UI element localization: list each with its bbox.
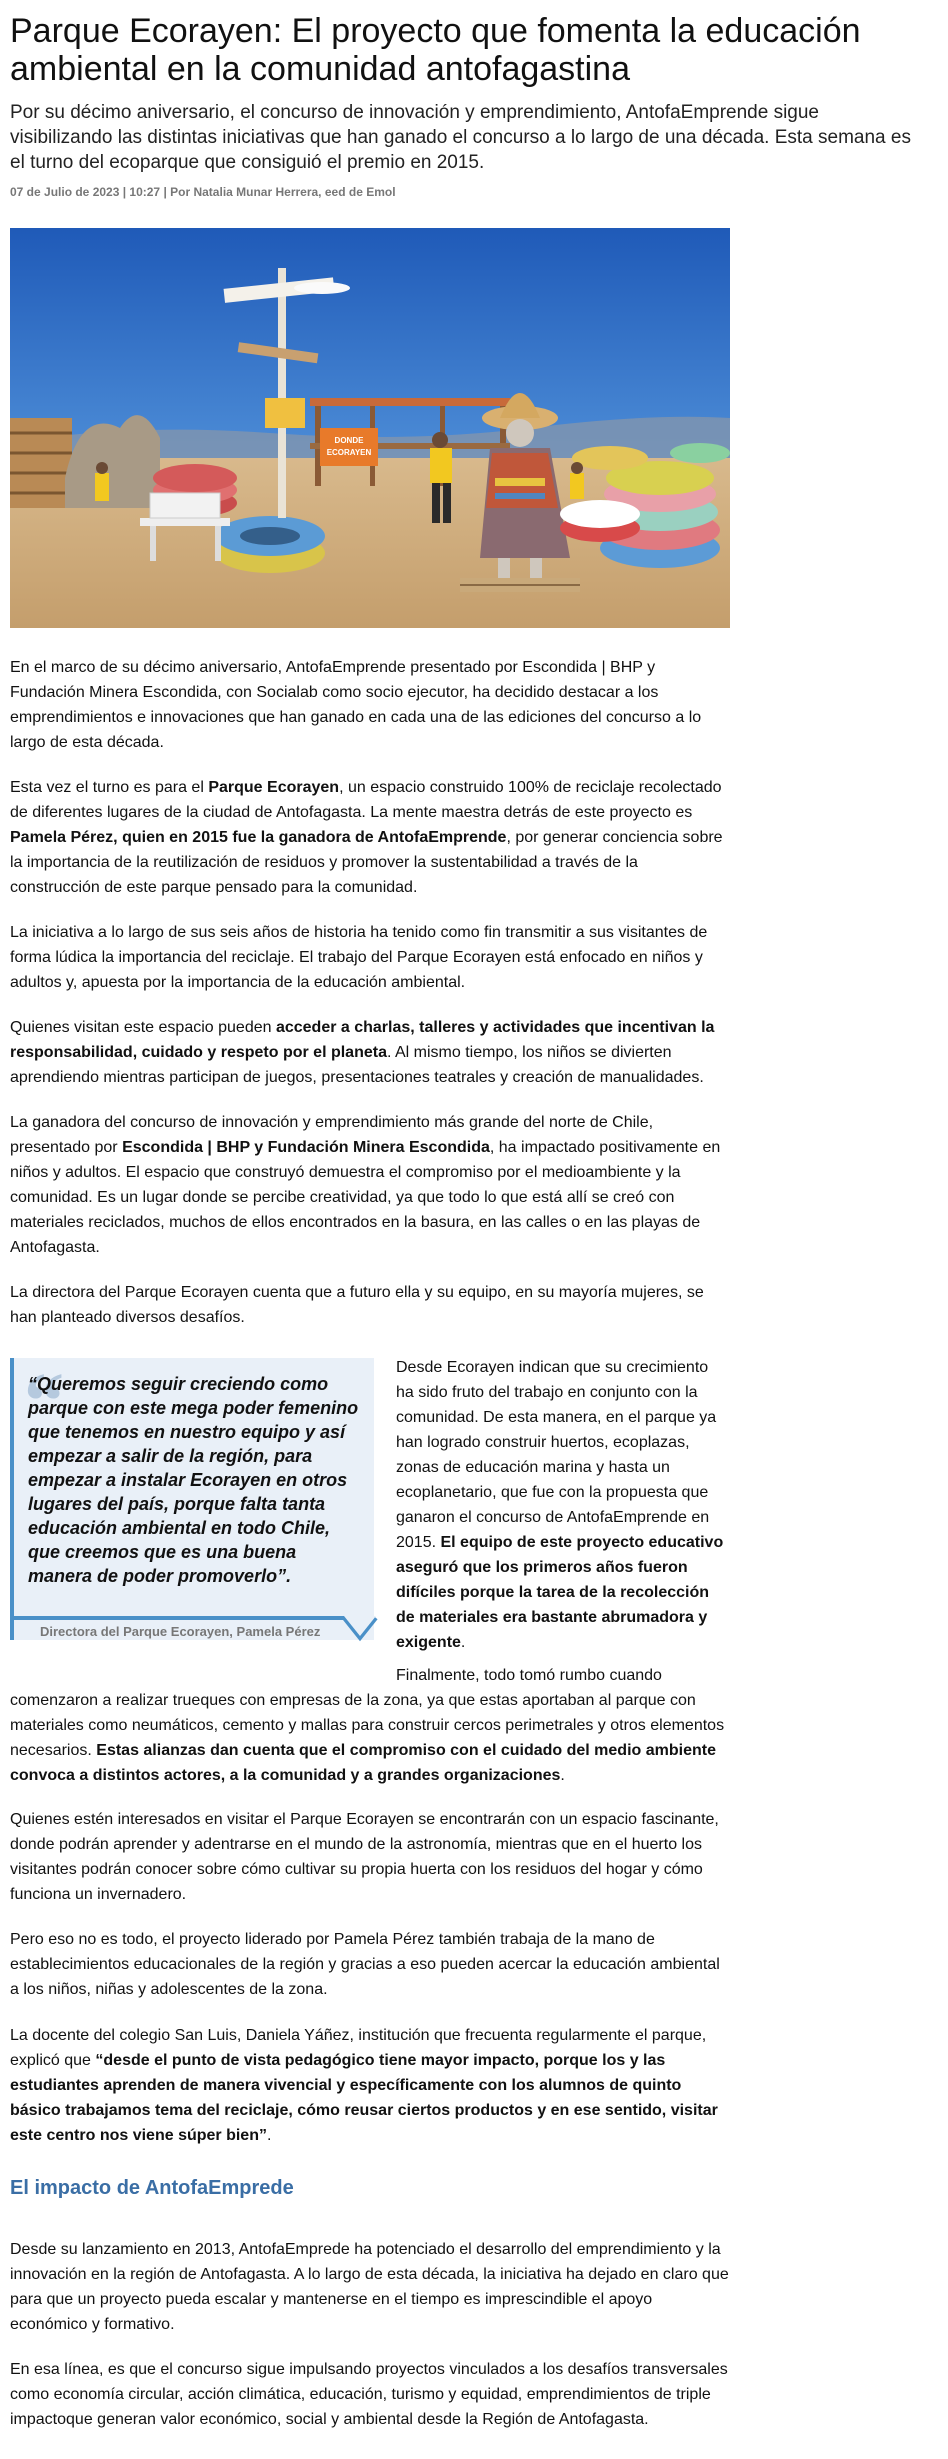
paragraph-7: [10, 1663, 730, 1788]
paragraph-6: La directora del Parque Ecorayen cuenta que a futuro ella y su equipo, en su mayoría mujeres, se han planteado diversos desafíos.: [10, 1284, 704, 1326]
paragraph-8: Quienes estén interesados en visitar el Parque Ecorayen se encontrarán con un espacio fascinante, donde podrán aprender y adentrarse en el mundo de la astronomía, mientras que en el huerto los visitantes podrán conocer sobre cómo cultivar su propia huerta con los residuos del hogar y cómo funciona un invernadero.: [10, 1811, 719, 1903]
paragraph-4-text-b: . Al mismo tiempo, los niños se divierten aprendiendo mientras participan de juegos, presentaciones teatrales y creación de manualidades.: [10, 1044, 704, 1086]
pull-quote: [10, 1358, 374, 1640]
pallet-stack: [10, 418, 72, 508]
paragraph-10-text-b: .: [266, 2127, 272, 2144]
paragraph-7-bold: Estas alianzas dan cuenta que el compromiso con el cuidado del medio ambiente convoca a distintos actores, a la comunidad y a grandes organizaciones: [10, 1742, 716, 1784]
paragraph-2-text-c: , por generar conciencia sobre la importancia de la reutilización de residuos y promover la sustentabilidad a través de la construcción de este parque pensado para la comunidad.: [10, 829, 723, 896]
article-title: Parque Ecorayen: El proyecto que fomenta la educación ambiental en la comunidad antofagastina: [10, 12, 861, 88]
paragraph-5-text-a: La ganadora del concurso de innovación y emprendimiento más grande del norte de Chile, presentado por: [10, 1114, 654, 1156]
paragraph-10-text-a: La docente del colegio San Luis, Daniela Yáñez, institución que frecuenta regularmente el parque, explicó que: [10, 2027, 707, 2069]
hero-illustration: [10, 228, 730, 628]
sign-line-1: DONDE: [334, 436, 364, 445]
paragraph-12: En esa línea, es que el concurso sigue impulsando proyectos vinculados a los desafíos transversales como economía circular, acción climática, educación, turismo y equidad, emprendimientos de triple impactoque generan valor económico, social y ambiental desde la Región de Antofagasta.: [10, 2361, 728, 2428]
pull-quote-cite: Directora del Parque Ecorayen, Pamela Pérez: [40, 1624, 321, 1639]
paragraph-2-text-a: Esta vez el turno es para el: [10, 779, 209, 796]
sign-line-2: ECORAYEN: [326, 448, 372, 457]
paragraph-2: [10, 775, 730, 900]
paragraph-7-text-a: Finalmente, todo tomó rumbo cuando comenzaron a realizar trueques con empresas de la zona, ya que estas aportaban al parque con materiales como neumáticos, cemento y mallas para construir cercos perimetrales y otros elementos necesarios.: [10, 1667, 725, 1759]
article-lead: Por su décimo aniversario, el concurso de innovación y emprendimiento, AntofaEmprende sigue visibilizando las distintas iniciativas que han ganado el concurso a lo largo de una década. Esta semana es el turno del ecoparque que consiguió el premio en 2015.: [10, 102, 911, 173]
side-paragraph-bold: El equipo de este proyecto educativo aseguró que los primeros años fueron difíciles porque la tarea de la recolección de materiales era bastante abrumadora y exigente: [396, 1534, 724, 1651]
paragraph-10-bold: “desde el punto de vista pedagógico tiene mayor impacto, porque los y las estudiantes aprenden de manera vivencial y específicamente con los alumnos de quinto básico trabajamos tema del reciclaje, cómo reusar ciertos productos y en ese sentido, visitar este centro nos viene súper bien”: [10, 2052, 718, 2144]
paragraph-2-bold-a: Parque Ecorayen: [208, 779, 340, 796]
paragraph-4: [10, 1015, 730, 1090]
paragraph-5-text-b: , ha impactado positivamente en niños y adultos. El espacio que construyó demuestra el compromiso por el medioambiente y la comunidad. Es un lugar donde se percibe creatividad, ya que todo lo que está allí se creó con materiales reciclados, muchos de ellos encontrados en la basura, en las calles o en las playas de Antofagasta.: [10, 1139, 721, 1256]
paragraph-10: [10, 2023, 730, 2148]
paragraph-4-bold: acceder a charlas, talleres y actividades que incentivan la responsabilidad, cuidado y respeto por el planeta: [10, 1019, 715, 1061]
paragraph-5-bold: Escondida | BHP y Fundación Minera Escondida: [122, 1139, 490, 1156]
paragraph-2-bold-b: Pamela Pérez, quien en 2015 fue la ganadora de AntofaEmprende: [10, 829, 507, 846]
side-paragraph-text-b: .: [460, 1634, 466, 1651]
side-paragraph: [396, 1355, 730, 1655]
hero-image: [10, 228, 730, 628]
pull-quote-text: “Queremos seguir creciendo como parque con este mega poder femenino que tenemos en nuestro equipo y así empezar a salir de la región, para empezar a instalar Ecorayen en otros lugares del país, porque falta tanta educación ambiental en todo Chile, que creemos que es una buena manera de poder promoverlo”.: [28, 1374, 359, 1586]
article-meta: 07 de Julio de 2023 | 10:27 | Por Natalia Munar Herrera, eed de Emol: [10, 185, 396, 199]
orange-sign: [320, 428, 378, 466]
paragraph-3: La iniciativa a lo largo de sus seis años de historia ha tenido como fin transmitir a sus visitantes de forma lúdica la importancia del reciclaje. El trabajo del Parque Ecorayen está enfocado en niños y adultos y, apuesta por la importancia de la educación ambiental.: [10, 924, 708, 991]
paragraph-4-text-a: Quienes visitan este espacio pueden: [10, 1019, 276, 1036]
quote-mark-icon: “: [24, 1358, 64, 1446]
paragraph-1: En el marco de su décimo aniversario, AntofaEmprende presentado por Escondida | BHP y Fundación Minera Escondida, con Socialab como socio ejecutor, ha decidido destacar a los emprendimientos e innovaciones que han ganado en cada una de las ediciones del concurso a lo largo de esta década.: [10, 659, 702, 751]
section-heading: El impacto de AntofaEmprede: [10, 2177, 294, 2199]
paragraph-9: Pero eso no es todo, el proyecto liderado por Pamela Pérez también trabaja de la mano de establecimientos educacionales de la región y gracias a eso pueden acercar la educación ambiental a los niños, niñas y adolescentes de la zona.: [10, 1931, 720, 1998]
paragraph-7-text-b: .: [560, 1767, 565, 1784]
paragraph-5: [10, 1110, 730, 1260]
paragraph-11: Desde su lanzamiento en 2013, AntofaEmprede ha potenciado el desarrollo del emprendimiento y la innovación en la región de Antofagasta. A lo largo de esta década, la iniciativa ha dejado en claro que para que un proyecto pueda escalar y mantenerse en el tiempo es imprescindible el apoyo económico y formativo.: [10, 2241, 729, 2333]
paragraph-2-text-b: , un espacio construido 100% de reciclaje recolectado de diferentes lugares de la ciudad de Antofagasta. La mente maestra detrás de este proyecto es: [10, 779, 722, 821]
side-paragraph-text-a: Desde Ecorayen indican que su crecimiento ha sido fruto del trabajo en conjunto con la comunidad. De esta manera, en el parque ya han logrado construir huertos, ecoplazas, zonas de educación marina y hasta un ecoplanetario, que fue con la propuesta que ganaron el concurso de AntofaEmprende en 2015.: [396, 1359, 717, 1551]
